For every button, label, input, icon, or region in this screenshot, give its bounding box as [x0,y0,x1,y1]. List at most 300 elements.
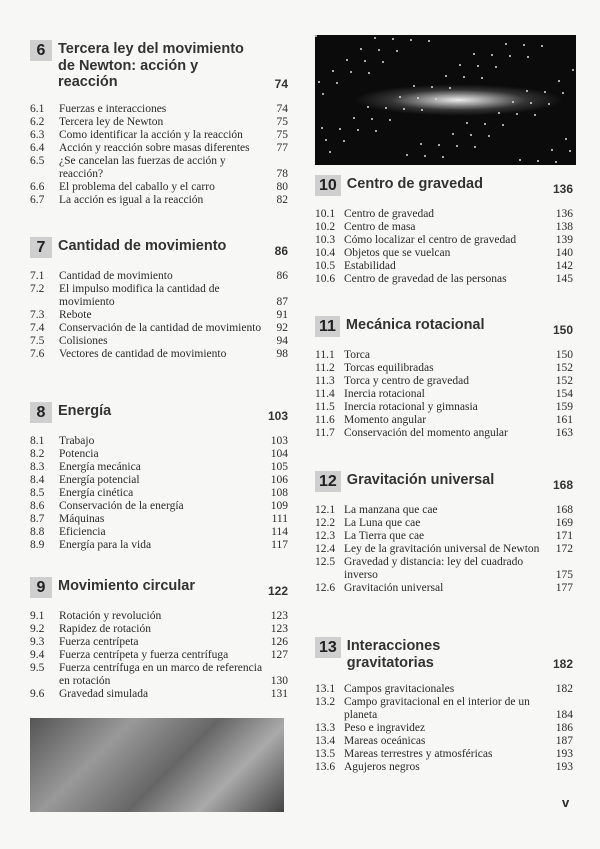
toc-entry [315,362,573,375]
entry-page: 127 [270,649,288,661]
entry-page: 150 [555,349,573,361]
chapter-title: Movimiento circular [58,578,195,594]
star [562,92,564,94]
toc-entry [30,649,288,662]
star [569,150,571,152]
entry-page: 75 [276,115,288,128]
toc-entry [315,556,573,582]
entry-title: Objetos que se vuelcan [344,247,451,259]
entry-page: 130 [270,675,288,687]
chapter-7 [30,237,288,361]
entry-number: 6.6 [30,180,45,193]
entry-number: 10.1 [315,208,336,220]
entry-page: 92 [276,322,288,334]
entry-page: 161 [555,414,573,426]
entry-page: 140 [555,247,573,259]
star [420,143,422,145]
entry-number: 7.3 [30,309,45,321]
entry-page: 163 [555,427,573,439]
entry-title: Fuerzas e interacciones [59,102,167,115]
star [360,48,362,50]
chapter-header [315,316,573,337]
entry-page: 106 [270,474,288,486]
entry-number: 7.6 [30,348,45,360]
entry-title: Fuerza centrípeta [59,636,139,648]
chapter-title: Interacciones gravitatorias [346,638,441,671]
star [410,39,412,41]
star [350,71,352,73]
entry-title: Cómo localizar el centro de gravedad [344,234,517,246]
star [375,130,377,132]
toc-entry [315,273,573,286]
entry-title: La manzana que cae [344,504,438,516]
star [519,159,521,161]
entry-title: La acción es igual a la reacción [59,193,204,206]
entry-title: Inercia rotacional [344,388,425,400]
chapter-number: 8 [30,402,52,423]
entry-page: 103 [270,435,288,447]
chapter-9 [30,577,288,701]
star [452,133,454,135]
entry-title: La Luna que cae [344,517,421,529]
toc-entry [315,543,573,556]
entry-number: 11.6 [315,414,335,426]
entry-title: ¿Se cancelan las fuerzas de acción y reacción? [59,154,226,180]
entry-number: 11.5 [315,401,335,413]
skydivers-photo [30,718,284,812]
entry-title: Cantidad de movimiento [59,270,173,282]
entry-number: 13.4 [315,735,336,747]
star [477,65,479,67]
entry-page: 136 [555,208,573,220]
star [470,134,472,136]
chapter-page: 182 [552,657,573,671]
chapter-number: 13 [315,637,341,658]
entry-page: 94 [276,335,288,347]
entry-title: Colisiones [59,335,108,347]
entry-page: 152 [555,375,573,387]
entry-page: 78 [276,167,288,180]
star [445,75,447,77]
entry-number: 12.3 [315,530,336,542]
star [364,60,366,62]
entry-page: 187 [555,735,573,747]
entry-title: El problema del caballo y el carro [59,180,215,193]
toc-entry [315,530,573,543]
star [523,44,525,46]
toc-entry [30,181,288,194]
entry-title: Como identificar la acción y la reacción [59,128,243,141]
entry-number: 8.2 [30,448,45,460]
entry-title: Torca [344,349,371,361]
star [491,54,493,56]
entry-page: 159 [555,401,573,413]
chapter-6 [30,40,288,207]
entry-page: 105 [270,461,288,473]
toc-entry [315,375,573,388]
toc-entry [30,335,288,348]
chapter-page: 136 [552,182,573,196]
star [399,96,401,98]
entry-title: Acción y reacción sobre masas diferentes [59,141,250,154]
entry-number: 9.6 [30,688,45,700]
entry-number: 10.6 [315,273,336,285]
chapter-page: 168 [552,478,573,492]
toc-entry [315,683,573,696]
star [541,45,543,47]
toc-entry [315,234,573,247]
star [368,72,370,74]
entry-number: 8.3 [30,461,45,473]
toc-entry [30,322,288,335]
star [438,144,440,146]
star [466,122,468,124]
star [353,117,355,119]
star [474,146,476,148]
chapter-title: Mecánica rotacional [345,317,485,333]
toc-entry [30,103,288,116]
chapter-number: 6 [30,40,52,61]
entry-title: Gravedad y distancia: ley del cuadrado inverso [344,556,524,581]
entry-title: Centro de gravedad [344,208,435,220]
chapter-number: 7 [30,237,52,258]
chapter-page: 86 [274,244,288,258]
entry-number: 7.5 [30,335,45,347]
star [322,93,324,95]
entry-number: 11.3 [315,375,335,387]
star [421,109,423,111]
star [403,108,405,110]
star [502,124,504,126]
star [555,161,557,163]
entry-number: 11.1 [315,349,335,361]
entry-number: 13.2 [315,696,336,708]
star [336,82,338,84]
entry-title: Torcas equilibradas [344,362,434,374]
toc-entry [30,435,288,448]
entry-number: 13.5 [315,748,336,760]
entry-number: 8.6 [30,500,45,512]
entry-page: 82 [276,193,288,206]
entry-title: Potencia [59,448,99,460]
entry-title: Centro de gravedad de las personas [344,273,507,285]
star [396,50,398,52]
entry-number: 6.7 [30,193,45,206]
entry-title: El impulso modifica la cantidad de movimiento [59,283,220,308]
entry-page: 114 [271,526,288,538]
entry-number: 6.3 [30,128,45,141]
entry-number: 9.2 [30,623,45,635]
entry-title: Momento angular [344,414,427,426]
toc-entry [315,414,573,427]
page-number: v [562,795,570,810]
star [406,154,408,156]
entry-number: 11.2 [315,362,335,374]
toc-entry [30,662,288,688]
chapter-title: Cantidad de movimiento [58,238,227,254]
toc-entry [30,116,288,129]
entry-number: 9.5 [30,662,45,674]
star [565,138,567,140]
chapter-title: Gravitación universal [346,472,495,488]
chapter-title: Tercera ley del movimiento de Newton: acción y reacción [58,41,244,90]
toc-entry [30,461,288,474]
toc-entry [30,283,288,309]
entry-title: Conservación del momento angular [344,427,508,439]
star [417,97,419,99]
entry-page: 182 [555,683,573,695]
entry-title: Tercera ley de Newton [59,115,164,128]
star [488,135,490,137]
entry-title: Rebote [59,309,92,321]
toc-entry [30,539,288,552]
entry-title: Estabilidad [344,260,396,272]
chapter-header [30,40,288,91]
chapter-number: 11 [315,316,340,337]
star [346,59,348,61]
chapter-page: 150 [552,323,573,337]
entry-number: 7.4 [30,322,45,334]
entry-page: 131 [270,688,288,700]
toc-entry [315,247,573,260]
chapter-header [315,471,573,492]
entry-number: 8.5 [30,487,45,499]
toc-entry [315,761,573,774]
star [431,86,433,88]
toc-entry [315,582,573,595]
entry-title: Rapidez de rotación [59,623,151,635]
entry-title: Campos gravitacionales [344,683,455,695]
entry-page: 175 [555,569,573,581]
entry-page: 193 [555,748,573,760]
toc-entry [30,610,288,623]
entry-number: 9.3 [30,636,45,648]
star [534,114,536,116]
entry-title: Conservación de la cantidad de movimiento [59,322,262,334]
entry-title: Inercia rotacional y gimnasia [344,401,478,413]
galaxy-photo [315,35,576,165]
star [512,101,514,103]
star [392,38,394,40]
star [374,37,376,39]
entry-number: 10.2 [315,221,336,233]
entry-page: 117 [271,539,288,551]
chapter-8 [30,402,288,552]
toc-entry [30,142,288,155]
entry-title: Campo gravitacional en el interior de un planeta [344,696,530,721]
chapter-11 [315,316,573,440]
entry-number: 10.4 [315,247,336,259]
entry-number: 13.1 [315,683,336,695]
star [329,151,331,153]
entry-page: 123 [270,623,288,635]
entry-page: 108 [270,487,288,499]
star [382,61,384,63]
chapter-title: Centro de gravedad [346,176,483,192]
entry-number: 7.2 [30,283,45,295]
toc-entry [30,194,288,207]
toc-entry [30,270,288,283]
entry-page: 172 [555,543,573,555]
entry-title: Fuerza centrífuga en un marco de referencia en rotación [59,662,263,687]
star [389,119,391,121]
entry-page: 109 [270,500,288,512]
entry-title: Energía cinética [59,487,134,499]
star [315,35,317,37]
toc-entry [30,526,288,539]
entry-page: 86 [276,270,288,282]
entry-title: Energía mecánica [59,461,141,473]
entry-page: 169 [555,517,573,529]
entry-page: 77 [276,141,288,154]
star [318,81,320,83]
entry-title: Mareas oceánicas [344,735,426,747]
entry-title: Torca y centro de gravedad [344,375,469,387]
entry-number: 7.1 [30,270,45,282]
star [481,77,483,79]
toc-entry [315,388,573,401]
entry-number: 9.1 [30,610,45,622]
star [459,64,461,66]
toc-entry [30,474,288,487]
chapter-page: 103 [267,409,288,423]
star [484,123,486,125]
entry-number: 12.2 [315,517,336,529]
entry-title: Trabajo [59,435,95,447]
toc-entry [315,221,573,234]
entry-page: 87 [276,296,288,308]
star [456,145,458,147]
entry-title: Vectores de cantidad de movimiento [59,348,227,360]
star [339,128,341,130]
star [572,69,574,71]
star [442,156,444,158]
star [449,87,451,89]
toc-entry [30,623,288,636]
entry-page: 177 [555,582,573,594]
star [548,103,550,105]
entry-number: 12.4 [315,543,336,555]
toc-entry [315,748,573,761]
toc-entry [30,513,288,526]
entry-title: Ley de la gravitación universal de Newton [344,543,540,555]
chapter-page: 74 [274,76,288,91]
entry-title: Centro de masa [344,221,416,233]
entry-page: 126 [270,636,288,648]
star [321,127,323,129]
entry-number: 8.8 [30,526,45,538]
entry-title: Gravedad simulada [59,688,149,700]
chapter-header [315,637,573,671]
toc-entry [315,208,573,221]
entry-title: Mareas terrestres y atmosféricas [344,748,493,760]
toc-entry [315,696,573,722]
entry-page: 186 [555,722,573,734]
entry-title: Rotación y revolución [59,610,162,622]
chapter-page: 122 [267,584,288,598]
chapter-header [30,577,288,598]
star [343,140,345,142]
entry-title: Energía potencial [59,474,140,486]
star [424,155,426,157]
entry-number: 6.2 [30,115,45,128]
toc-entry [30,688,288,701]
entry-title: Fuerza centrípeta y fuerza centrífuga [59,649,229,661]
entry-page: 80 [276,180,288,193]
chapter-header [315,175,573,196]
chapter-header [30,402,288,423]
star [526,90,528,92]
entry-page: 75 [276,128,288,141]
chapter-13 [315,637,573,774]
chapter-number: 10 [315,175,341,196]
entry-number: 10.5 [315,260,336,272]
entry-number: 6.4 [30,141,45,154]
entry-number: 6.5 [30,154,45,167]
entry-page: 154 [555,388,573,400]
entry-number: 13.6 [315,761,336,773]
entry-title: Conservación de la energía [59,500,184,512]
star [505,43,507,45]
entry-number: 12.1 [315,504,336,516]
entry-title: Eficiencia [59,526,106,538]
star [509,55,511,57]
chapter-number: 12 [315,471,341,492]
star [495,66,497,68]
toc-entry [315,722,573,735]
toc-entry [315,260,573,273]
star [357,129,359,131]
toc-entry [30,636,288,649]
entry-page: 91 [276,309,288,321]
star [428,40,430,42]
entry-page: 138 [555,221,573,233]
star [516,113,518,115]
entry-page: 142 [555,260,573,272]
entry-number: 9.4 [30,649,45,661]
entry-number: 8.1 [30,435,45,447]
entry-number: 8.7 [30,513,45,525]
entry-page: 171 [555,530,573,542]
star [385,107,387,109]
entry-number: 8.9 [30,539,45,551]
entry-number: 12.5 [315,556,336,568]
entry-number: 13.3 [315,722,336,734]
star [558,80,560,82]
toc-entry [315,427,573,440]
entry-title: Energía para la vida [59,539,152,551]
star [413,85,415,87]
star [530,102,532,104]
star [551,149,553,151]
entry-title: Gravitación universal [344,582,444,594]
entry-page: 145 [555,273,573,285]
entry-page: 139 [555,234,573,246]
toc-entry [30,448,288,461]
toc-entry [30,500,288,513]
entry-page: 104 [270,448,288,460]
entry-page: 74 [276,102,288,115]
chapter-number: 9 [30,577,52,598]
star [498,112,500,114]
entry-title: Agujeros negros [344,761,420,773]
chapter-12 [315,471,573,595]
entry-title: La Tierra que cae [344,530,425,542]
toc-entry [30,487,288,500]
toc-entry [315,735,573,748]
star [371,118,373,120]
star [463,76,465,78]
